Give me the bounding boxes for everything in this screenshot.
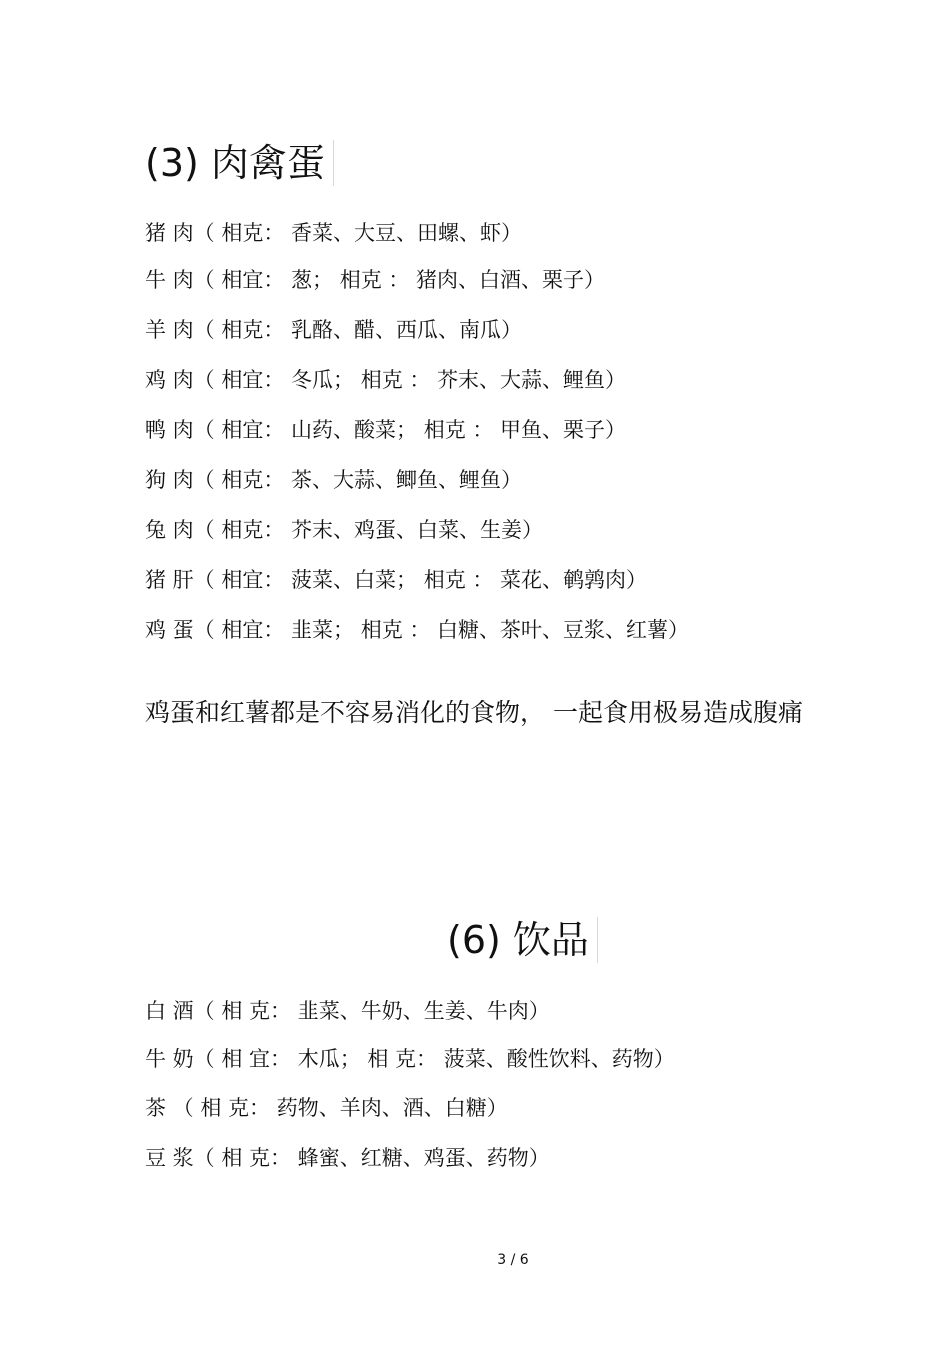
section-title-meat: (3) 肉禽蛋 (145, 140, 334, 186)
meat-line-chicken: 鸡 肉（ 相宜： 冬瓜； 相克 ： 芥末、大蒜、鲤鱼） (145, 368, 627, 392)
meat-line-duck: 鸭 肉（ 相宜： 山药、酸菜； 相克 ： 甲鱼、栗子） (145, 418, 627, 442)
drinks-line-liquor: 白 酒（ 相 克： 韭菜、牛奶、生姜、牛肉） (145, 999, 550, 1023)
page-number: 3 / 6 (497, 1252, 529, 1268)
meat-line-dog: 狗 肉（ 相克： 茶、大蒜、鲫鱼、鲤鱼） (145, 468, 523, 492)
meat-line-egg: 鸡 蛋（ 相宜： 韭菜； 相克 ： 白糖、茶叶、豆浆、红薯） (145, 618, 690, 642)
meat-line-beef: 牛 肉（ 相宜： 葱； 相克 ： 猪肉、白酒、栗子） (145, 268, 606, 292)
meat-line-mutton: 羊 肉（ 相克： 乳酪、醋、西瓜、南瓜） (145, 318, 523, 342)
meat-line-pork: 猪 肉（ 相克： 香菜、大豆、田螺、虾） (145, 221, 523, 245)
section-title-drinks: (6) 饮品 (447, 917, 598, 963)
meat-line-pork-liver: 猪 肝（ 相宜： 菠菜、白菜； 相克 ： 菜花、鹌鹑肉） (145, 568, 648, 592)
drinks-line-tea: 茶 （ 相 克： 药物、羊肉、酒、白糖） (145, 1096, 508, 1120)
meat-note: 鸡蛋和红薯都是不容易消化的食物， 一起食用极易造成腹痛 (145, 698, 803, 727)
meat-line-rabbit: 兔 肉（ 相克： 芥末、鸡蛋、白菜、生姜） (145, 518, 544, 542)
drinks-line-milk: 牛 奶（ 相 宜： 木瓜； 相 克： 菠菜、酸性饮料、药物） (145, 1047, 675, 1071)
drinks-line-soy-milk: 豆 浆（ 相 克： 蜂蜜、红糖、鸡蛋、药物） (145, 1146, 550, 1170)
